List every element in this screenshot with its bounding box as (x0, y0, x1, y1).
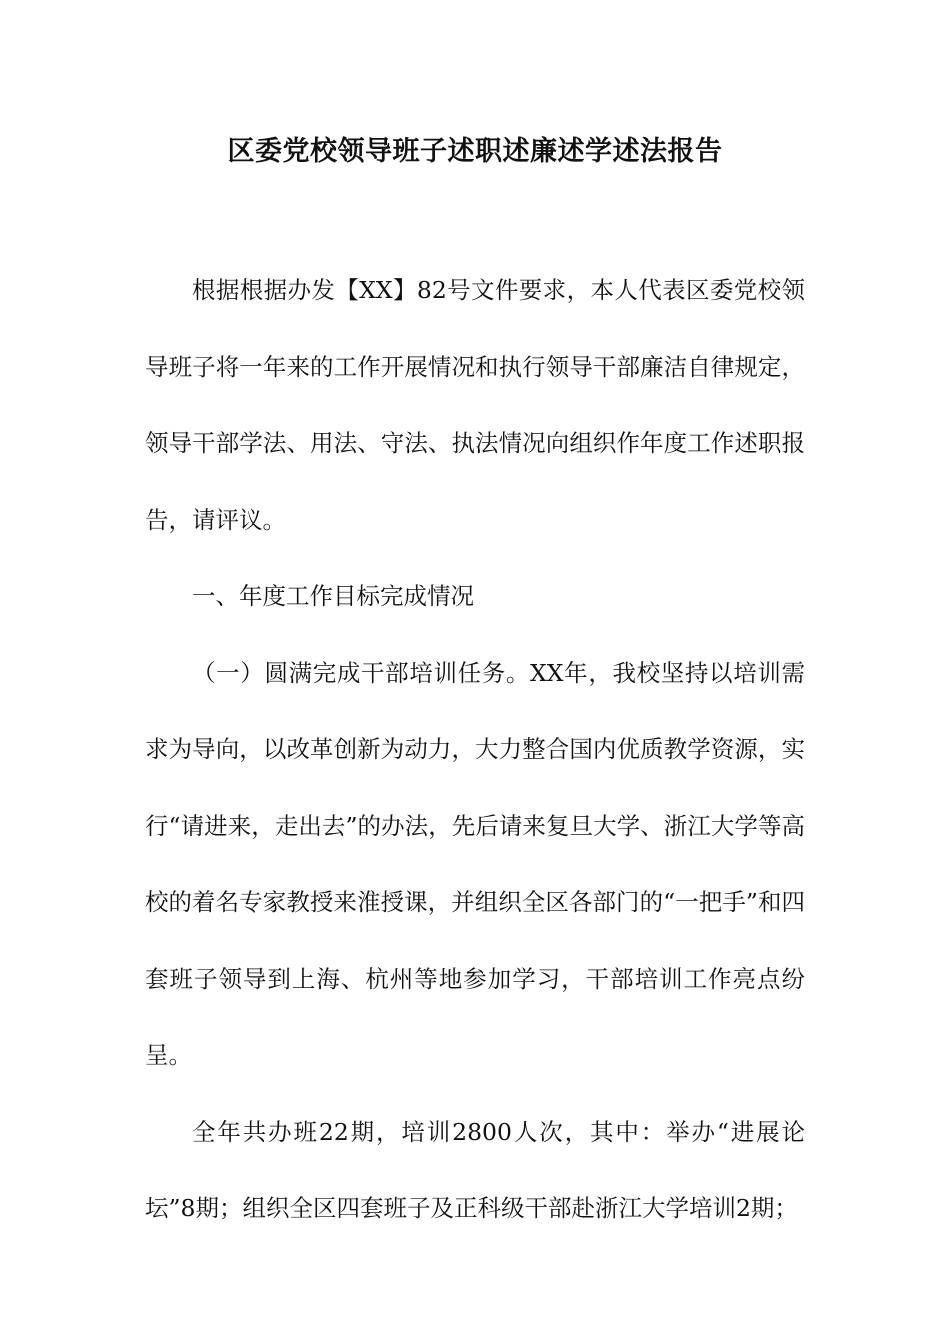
paragraph-intro: 根据根据办发【XX】82号文件要求，本人代表区委党校领导班子将一年来的工作开展情况和执行领导干部廉洁自律规定，领导干部学法、用法、守法、执法情况向组织作年度工作述职报告，请评议。 (145, 276, 805, 534)
paragraph-cadre-training: （一）圆满完成干部培训任务。XX年，我校坚持以培训需求为导向，以改革创新为动力，大力整合国内优质教学资源，实行“请进来，走出去”的办法，先后请来复旦大学、浙江大学等高校的着名专家教授来淮授课，并组织全区各部门的“一把手”和四套班子领导到上海、杭州等地参加学习，干部培训工作亮点纷呈。 (145, 658, 805, 1069)
paragraph-training-stats: 全年共办班22期，培训2800人次，其中：举办“进展论坛”8期；组织全区四套班子及正科级干部赴浙江大学培训2期； (145, 1117, 805, 1222)
document-body (145, 252, 805, 1247)
document-title: 区委党校领导班子述职述廉述学述法报告 (227, 136, 723, 167)
section-heading-annual-goals: 一、年度工作目标完成情况 (192, 582, 474, 610)
